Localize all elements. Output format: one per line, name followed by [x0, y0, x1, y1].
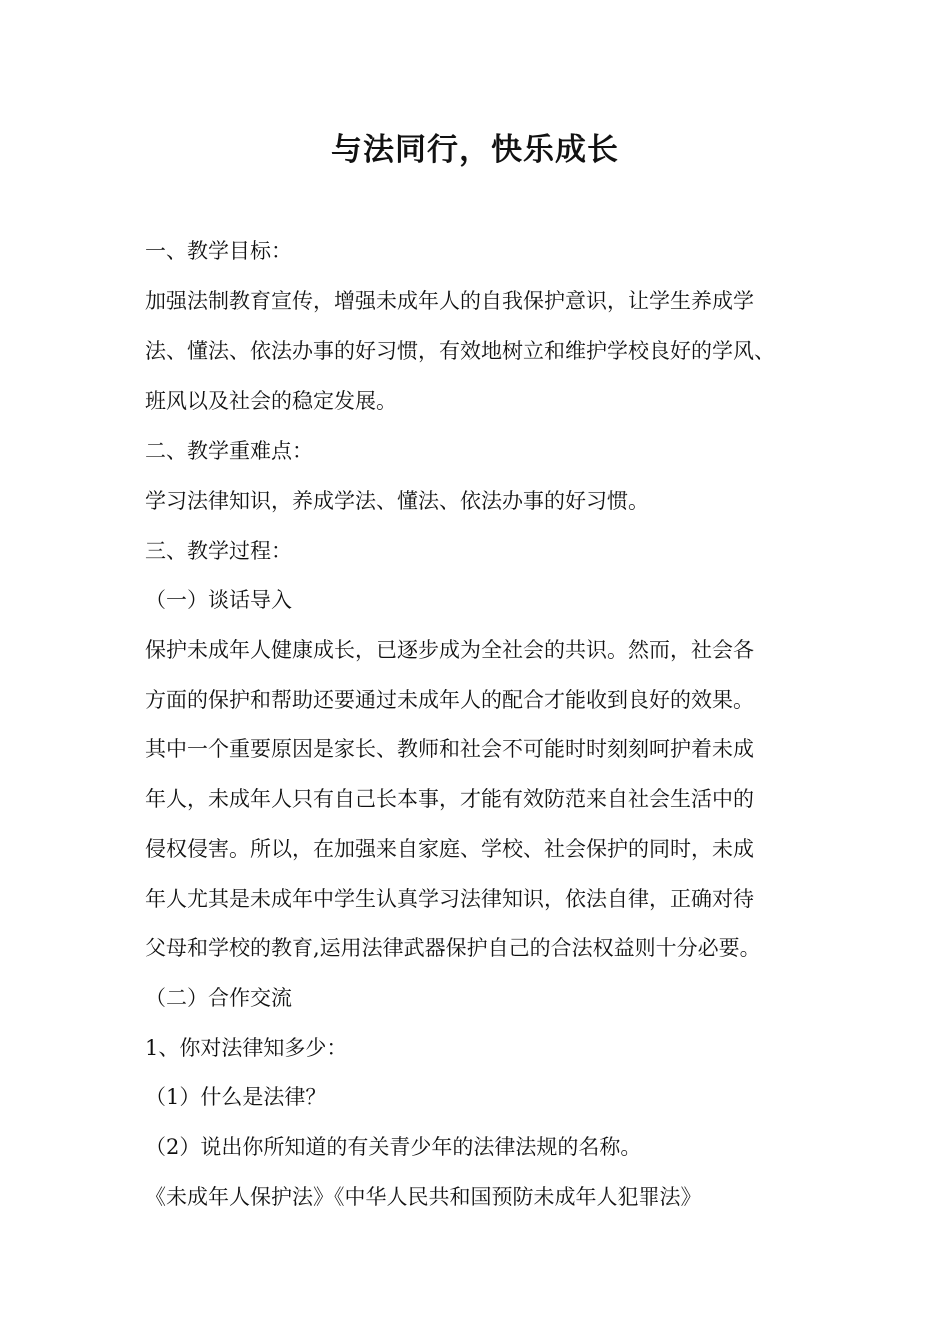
- paragraph-line: 法、懂法、依法办事的好习惯，有效地树立和维护学校良好的学风、: [145, 339, 775, 363]
- subheading-cooperation: （二）合作交流: [145, 986, 292, 1010]
- paragraph-line: 侵权侵害。所以，在加强来自家庭、学校、社会保护的同时，未成: [145, 837, 754, 861]
- paragraph-line: 学习法律知识，养成学法、懂法、依法办事的好习惯。: [145, 489, 649, 513]
- list-item-question-heading: 1、你对法律知多少：: [145, 1036, 348, 1060]
- paragraph-line: 父母和学校的教育,运用法律武器保护自己的合法权益则十分必要。: [145, 936, 761, 960]
- paragraph-line: 加强法制教育宣传，增强未成年人的自我保护意识，让学生养成学: [145, 289, 754, 313]
- law-names-line: 《未成年人保护法》《中华人民共和国预防未成年人犯罪法》: [145, 1185, 702, 1209]
- paragraph-line: 年人，未成年人只有自己长本事，才能有效防范来自社会生活中的: [145, 787, 754, 811]
- document-title: 与法同行，快乐成长: [331, 132, 619, 168]
- paragraph-line: 班风以及社会的稳定发展。: [145, 389, 397, 413]
- list-item-question: （2）说出你所知道的有关青少年的法律法规的名称。: [145, 1135, 642, 1159]
- paragraph-line: 年人尤其是未成年中学生认真学习法律知识，依法自律，正确对待: [145, 887, 754, 911]
- subheading-introduction: （一）谈话导入: [145, 588, 292, 612]
- heading-key-points: 二、教学重难点：: [145, 439, 313, 463]
- paragraph-line: 其中一个重要原因是家长、教师和社会不可能时时刻刻呵护着未成: [145, 737, 754, 761]
- heading-teaching-process: 三、教学过程：: [145, 539, 292, 563]
- paragraph-line: 方面的保护和帮助还要通过未成年人的配合才能收到良好的效果。: [145, 688, 754, 712]
- paragraph-line: 保护未成年人健康成长，已逐步成为全社会的共识。然而，社会各: [145, 638, 754, 662]
- list-item-question: （1）什么是法律？: [145, 1085, 327, 1109]
- heading-teaching-goals: 一、教学目标：: [145, 239, 292, 263]
